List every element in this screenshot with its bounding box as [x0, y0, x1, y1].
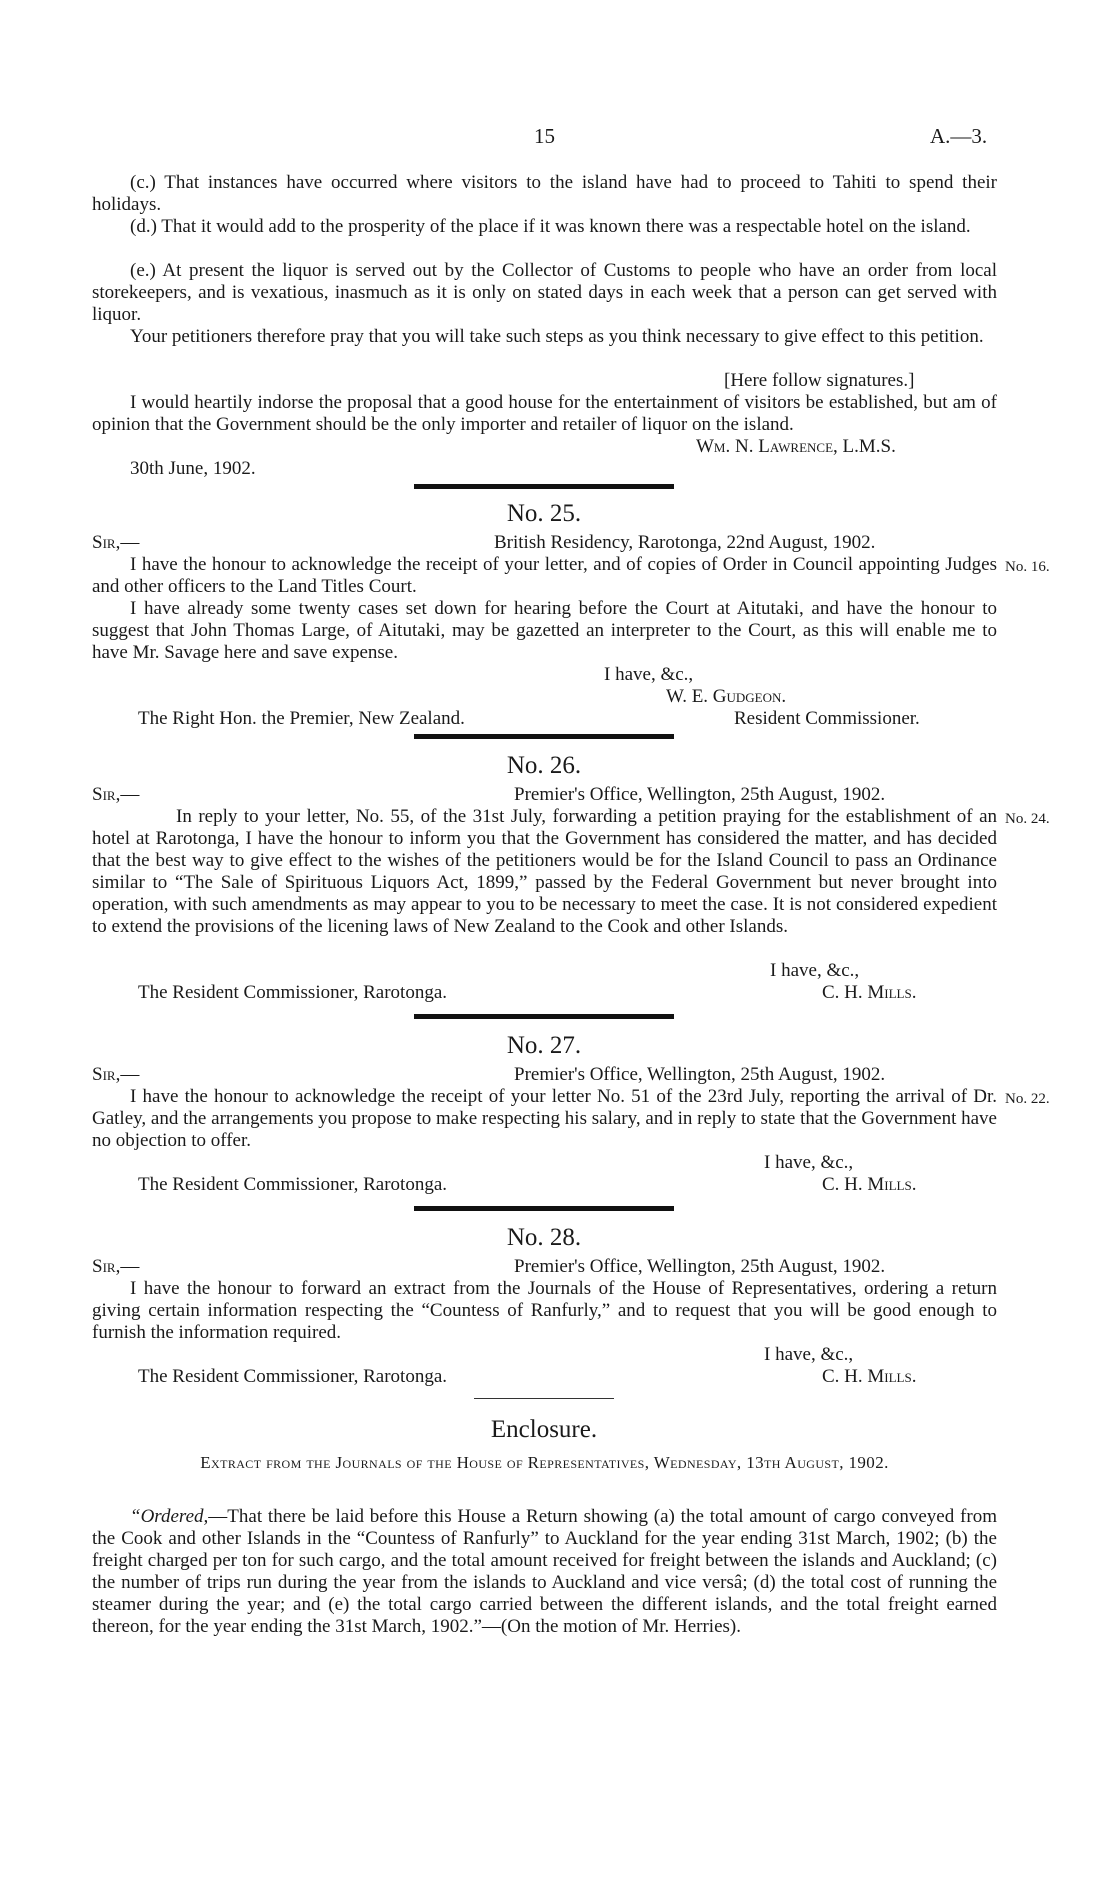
letter-28-signer: C. H. Mills. — [822, 1366, 917, 1387]
letter-26-paragraph-1: In reply to your letter, No. 55, of the 31st July, forwarding a petition praying for the establishment of an hotel at Rarotonga, I have the honour to inform you that the Government has considered the matter, and has decided that the best way to give effect to the wishes of the petitioners would be for the Island Council to pass an Ordinance similar to “The Sale of Spirituous Liquors Act, 1899,” passed by the Federal Government but never brought into operation, with such amendments as may appear to you to be necessary to meet the case. It is not considered expedient to extend the provisions of the licening laws of New Zealand to the Cook and other Islands. — [92, 806, 997, 937]
letter-28-place-date: Premier's Office, Wellington, 25th August, 1902. — [514, 1256, 886, 1277]
letter-26-salutation: Sir,— — [92, 784, 140, 805]
letter-27-margin-reference: No. 22. — [1005, 1091, 1050, 1107]
letter-25-addressee: The Right Hon. the Premier, New Zealand. — [138, 708, 465, 729]
letter-27-salutation: Sir,— — [92, 1064, 140, 1085]
section-divider — [414, 1014, 674, 1019]
letter-27-title: No. 27. — [506, 1032, 582, 1059]
letter-25-signer: W. E. Gudgeon. — [666, 686, 787, 707]
ordered-lead: “Ordered, — [130, 1506, 209, 1527]
enclosure-body-text: —That there be laid before this House a Return showing (a) the total amount of cargo conveyed from the Cook and other Islands in the “Countess of Ranfurly” to Auckland for the year ending 31st March, 1902; (b) the freight charged per ton for such cargo, and the total amount received for freight between the islands and Auckland; (c) the number of trips run during the year from the islands to Auckland and vice versâ; (d) the total cost of running the steamer during the year; and (e) the total cargo carried between the different islands, and the total freight earned thereon, for the year ending the 31st March, 1902.”—(On the motion of Mr. Herries). — [92, 1506, 997, 1637]
page-number: 15 — [534, 124, 555, 148]
petition-point-d: (d.) That it would add to the prosperity of the place if it was known there was a respectable hotel on the island. — [130, 216, 971, 237]
petition-prayer: Your petitioners therefore pray that you will take such steps as you think necessary to give effect to this petition. — [130, 326, 984, 347]
letter-26-title: No. 26. — [506, 752, 582, 779]
letter-28-paragraph-1: I have the honour to forward an extract from the Journals of the House of Representatives, ordering a return giving certain information respecting the “Countess of Ranfurly,” and to request that you will be good enough to furnish the information required. — [92, 1278, 997, 1343]
endorsement-signature: Wm. N. Lawrence, L.M.S. — [690, 436, 896, 458]
enclosure-title: Enclosure. — [490, 1416, 598, 1443]
enclosure-body — [92, 1506, 997, 1638]
letter-28-salutation: Sir,— — [92, 1256, 140, 1277]
letter-26-signer: C. H. Mills. — [822, 982, 917, 1003]
letter-28-addressee: The Resident Commissioner, Rarotonga. — [138, 1366, 448, 1387]
letter-25-signer-title: Resident Commissioner. — [734, 708, 920, 729]
petition-point-e: (e.) At present the liquor is served out by the Collector of Customs to people who have an order from local storekeepers, and is vexatious, inasmuch as it is only on stated days in each week that a person can get served with liquor. — [92, 260, 997, 325]
enclosure-divider — [474, 1398, 614, 1399]
petition-point-c: (c.) That instances have occurred where visitors to the island have had to proceed to Tahiti to spend their holidays. — [92, 172, 997, 215]
section-divider — [414, 1206, 674, 1211]
letter-27-closing: I have, &c., — [764, 1152, 854, 1173]
letter-27-paragraph-1: I have the honour to acknowledge the receipt of your letter No. 51 of the 23rd July, reporting the arrival of Dr. Gatley, and the arrangements you propose to make respecting his salary, and in reply to state that the Government have no objection to offer. — [92, 1086, 997, 1151]
letter-26-closing: I have, &c., — [764, 960, 859, 982]
letter-26-addressee: The Resident Commissioner, Rarotonga. — [138, 982, 448, 1003]
letter-28-title: No. 28. — [506, 1224, 582, 1251]
letter-25-margin-reference: No. 16. — [1005, 559, 1050, 575]
letter-25-title: No. 25. — [506, 500, 582, 527]
letter-26-margin-reference: No. 24. — [1005, 811, 1050, 827]
letter-27-signer: C. H. Mills. — [822, 1174, 917, 1195]
endorsement-text: I would heartily indorse the proposal that a good house for the entertainment of visitors be established, but am of opinion that the Government should be the only importer and retailer of liquor on the island. — [92, 392, 997, 435]
letter-25-salutation: Sir,— — [92, 532, 140, 553]
letter-26-place-date: Premier's Office, Wellington, 25th August, 1902. — [514, 784, 886, 805]
document-reference: A.—3. — [930, 124, 988, 148]
section-divider — [414, 484, 674, 489]
letter-25-place-date: British Residency, Rarotonga, 22nd August, 1902. — [494, 532, 876, 553]
letter-27-place-date: Premier's Office, Wellington, 25th August, 1902. — [514, 1064, 886, 1085]
letter-25-paragraph-1: I have the honour to acknowledge the receipt of your letter, and of copies of Order in Council appointing Judges and other officers to the Land Titles Court. — [92, 554, 997, 597]
section-divider — [414, 734, 674, 739]
petition-date: 30th June, 1902. — [130, 458, 256, 479]
letter-25-closing: I have, &c., — [604, 664, 694, 685]
letter-28-closing: I have, &c., — [764, 1344, 854, 1365]
enclosure-subtitle: Extract from the Journals of the House of Representatives, Wednesday, 13th August, 1902. — [200, 1453, 889, 1472]
signatures-note: [Here follow signatures.] — [724, 370, 915, 391]
letter-25-paragraph-2: I have already some twenty cases set down for hearing before the Court at Aitutaki, and have the honour to suggest that John Thomas Large, of Aitutaki, may be gazetted an interpreter to the Court, as this will enable me to have Mr. Savage here and save expense. — [92, 598, 997, 663]
letter-27-addressee: The Resident Commissioner, Rarotonga. — [138, 1174, 448, 1195]
